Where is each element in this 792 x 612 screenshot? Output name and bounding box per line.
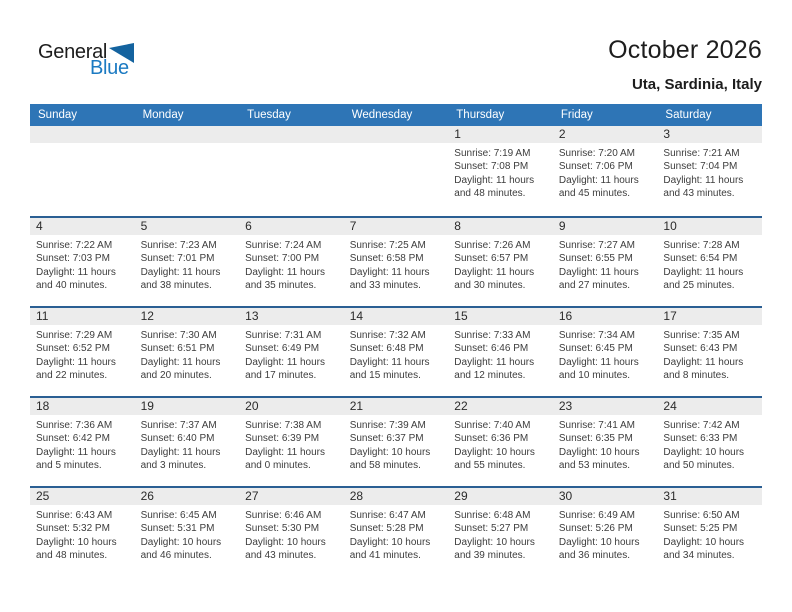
day-cell	[239, 218, 344, 306]
day-cell	[553, 308, 658, 396]
daylight-text: Daylight: 11 hours	[349, 356, 430, 368]
sunrise-text: Sunrise: 7:31 AM	[245, 330, 322, 341]
day-header-monday: Monday	[142, 109, 184, 121]
daylight-text: Daylight: 10 hours	[454, 536, 535, 548]
day-number: 12	[140, 309, 154, 323]
day-details	[448, 505, 553, 563]
sunset-text: Sunset: 7:04 PM	[663, 161, 738, 173]
daylight-text: Daylight: 10 hours	[454, 446, 535, 458]
sunrise-text: Sunrise: 7:24 AM	[245, 240, 322, 251]
day-number-band	[239, 218, 344, 235]
day-cell	[448, 126, 553, 216]
sunset-text: Sunset: 5:28 PM	[349, 523, 424, 535]
sunrise-text: Sunrise: 7:39 AM	[349, 420, 426, 431]
sunset-text: Sunset: 6:49 PM	[245, 343, 320, 355]
daylight-text: Daylight: 11 hours	[663, 266, 744, 278]
sunset-text: Sunset: 6:51 PM	[140, 343, 215, 355]
day-cell	[448, 308, 553, 396]
daylight-text: Daylight: 10 hours	[36, 536, 117, 548]
page-header	[608, 36, 762, 93]
day-number: 4	[36, 219, 43, 233]
day-number-band	[448, 398, 553, 415]
sunrise-text: Sunrise: 7:30 AM	[140, 330, 217, 341]
sunset-text: Sunset: 6:57 PM	[454, 253, 529, 265]
daylight-text: Daylight: 11 hours	[140, 446, 221, 458]
sunrise-text: Sunrise: 6:45 AM	[140, 510, 217, 521]
day-cell	[135, 218, 240, 306]
daylight-text: Daylight: 11 hours	[36, 266, 116, 278]
daylight-text: Daylight: 10 hours	[558, 536, 640, 548]
day-header-thursday: Thursday	[456, 109, 505, 121]
day-cell	[344, 398, 449, 486]
daylight-text: and 43 minutes.	[245, 550, 317, 562]
empty-cell	[239, 126, 344, 216]
day-number: 10	[663, 219, 677, 233]
daylight-text: and 48 minutes.	[454, 188, 526, 200]
daylight-text: Daylight: 11 hours	[245, 356, 325, 368]
day-number-band	[553, 126, 658, 143]
day-cell	[135, 488, 240, 576]
sunrise-text: Sunrise: 7:34 AM	[558, 330, 635, 341]
day-number-band	[30, 398, 135, 415]
day-number: 14	[349, 309, 364, 323]
day-number-band	[553, 218, 658, 235]
day-number: 3	[663, 127, 671, 141]
day-number: 16	[558, 309, 573, 323]
day-number-band	[135, 218, 240, 235]
day-cell	[239, 308, 344, 396]
daylight-text: Daylight: 11 hours	[140, 266, 221, 278]
empty-cell	[30, 126, 135, 216]
sunset-text: Sunset: 5:30 PM	[245, 523, 320, 535]
day-details	[239, 505, 344, 563]
day-number-band	[448, 126, 553, 143]
daylight-text: and 45 minutes.	[558, 188, 631, 200]
day-header-sunday: Sunday	[38, 109, 78, 121]
sunset-text: Sunset: 5:32 PM	[36, 523, 110, 535]
calendar	[30, 104, 762, 576]
day-cell	[553, 126, 658, 216]
day-number-band	[657, 308, 762, 325]
sunset-text: Sunset: 7:08 PM	[454, 161, 529, 173]
day-number-band	[239, 126, 344, 143]
day-number-band	[135, 308, 240, 325]
daylight-text: and 35 minutes.	[245, 280, 317, 292]
day-number: 13	[245, 309, 259, 323]
day-number: 6	[245, 219, 252, 233]
daylight-text: and 40 minutes.	[36, 280, 108, 292]
week-row	[30, 216, 762, 306]
day-number-band	[448, 218, 553, 235]
day-details	[239, 235, 344, 293]
day-number: 30	[558, 489, 573, 503]
sunset-text: Sunset: 6:48 PM	[349, 343, 424, 355]
daylight-text: Daylight: 11 hours	[245, 446, 325, 458]
day-cell	[448, 398, 553, 486]
day-number-band	[448, 308, 553, 325]
day-details	[553, 505, 658, 563]
sunrise-text: Sunrise: 6:48 AM	[454, 510, 531, 521]
daylight-text: Daylight: 11 hours	[349, 266, 430, 278]
sunset-text: Sunset: 6:39 PM	[245, 433, 320, 445]
day-number-band	[30, 126, 135, 143]
day-details	[448, 143, 553, 201]
day-cell	[344, 488, 449, 576]
daylight-text: Daylight: 11 hours	[454, 266, 535, 278]
day-details	[657, 143, 762, 201]
daylight-text: and 43 minutes.	[663, 188, 735, 200]
daylight-text: and 10 minutes.	[558, 370, 631, 382]
day-number-band	[344, 218, 449, 235]
sunset-text: Sunset: 6:54 PM	[663, 253, 738, 265]
day-cell	[657, 126, 762, 216]
sunrise-text: Sunrise: 7:26 AM	[454, 240, 531, 251]
day-cell	[553, 488, 658, 576]
daylight-text: Daylight: 11 hours	[663, 174, 744, 186]
calendar-weeks	[30, 126, 762, 576]
daylight-text: Daylight: 11 hours	[558, 174, 639, 186]
day-cell	[553, 218, 658, 306]
daylight-text: and 12 minutes.	[454, 370, 526, 382]
daylight-text: and 34 minutes.	[663, 550, 735, 562]
sunset-text: Sunset: 7:06 PM	[558, 161, 633, 173]
day-number: 25	[36, 489, 50, 503]
day-cell	[239, 488, 344, 576]
daylight-text: and 17 minutes.	[245, 370, 317, 382]
daylight-text: and 8 minutes.	[663, 370, 730, 382]
daylight-text: and 36 minutes.	[558, 550, 631, 562]
day-number: 5	[140, 219, 148, 233]
sunrise-text: Sunrise: 7:42 AM	[663, 420, 740, 431]
daylight-text: and 3 minutes.	[140, 460, 207, 472]
daylight-text: Daylight: 10 hours	[663, 536, 745, 548]
daylight-text: Daylight: 11 hours	[36, 446, 116, 458]
daylight-text: and 50 minutes.	[663, 460, 735, 472]
day-details	[448, 325, 553, 383]
day-cell	[239, 398, 344, 486]
day-cell	[448, 488, 553, 576]
day-number: 26	[140, 489, 154, 503]
daylight-text: and 20 minutes.	[140, 370, 212, 382]
sunrise-text: Sunrise: 7:41 AM	[558, 420, 635, 431]
day-cell	[30, 398, 135, 486]
day-details	[657, 415, 762, 473]
daylight-text: Daylight: 11 hours	[454, 356, 535, 368]
sunset-text: Sunset: 7:01 PM	[140, 253, 215, 265]
daylight-text: Daylight: 10 hours	[140, 536, 222, 548]
day-cell	[448, 218, 553, 306]
day-details	[344, 325, 449, 383]
day-details	[239, 415, 344, 473]
day-details	[135, 325, 240, 383]
day-details	[344, 505, 449, 563]
sunrise-text: Sunrise: 7:36 AM	[36, 420, 113, 431]
week-row	[30, 486, 762, 576]
day-header-saturday: Saturday	[665, 109, 712, 121]
sunrise-text: Sunrise: 7:40 AM	[454, 420, 531, 431]
day-cell	[30, 308, 135, 396]
empty-cell	[344, 126, 449, 216]
day-details	[553, 143, 658, 201]
sunrise-text: Sunrise: 7:19 AM	[454, 148, 531, 159]
day-cell	[657, 398, 762, 486]
day-header-tuesday: Tuesday	[247, 109, 291, 121]
day-details	[135, 235, 240, 293]
day-details	[344, 415, 449, 473]
day-number: 8	[454, 219, 461, 233]
day-number: 15	[454, 309, 468, 323]
daylight-text: Daylight: 10 hours	[349, 536, 431, 548]
day-cell	[135, 308, 240, 396]
day-number: 21	[349, 399, 364, 413]
sunset-text: Sunset: 7:00 PM	[245, 253, 320, 265]
sunrise-text: Sunrise: 7:38 AM	[245, 420, 322, 431]
day-number-band	[657, 218, 762, 235]
day-number: 27	[245, 489, 259, 503]
day-number-band	[344, 398, 449, 415]
day-number: 1	[454, 127, 461, 141]
page-title: October 2026	[608, 36, 762, 64]
logo-text-general: General	[38, 41, 108, 63]
day-number-band	[553, 308, 658, 325]
day-number-band	[344, 126, 449, 143]
daylight-text: Daylight: 11 hours	[454, 174, 535, 186]
day-cell	[657, 218, 762, 306]
daylight-text: and 33 minutes.	[349, 280, 421, 292]
day-number-band	[135, 126, 240, 143]
day-details	[30, 415, 135, 473]
day-cell	[135, 398, 240, 486]
sunset-text: Sunset: 7:03 PM	[36, 253, 110, 265]
daylight-text: Daylight: 11 hours	[140, 356, 221, 368]
daylight-text: and 25 minutes.	[663, 280, 735, 292]
sunset-text: Sunset: 6:35 PM	[558, 433, 633, 445]
sunrise-text: Sunrise: 6:43 AM	[36, 510, 113, 521]
day-details	[657, 325, 762, 383]
day-number-band	[344, 308, 449, 325]
sunrise-text: Sunrise: 7:20 AM	[558, 148, 635, 159]
sunrise-text: Sunrise: 6:50 AM	[663, 510, 740, 521]
page-subtitle: Uta, Sardinia, Italy	[631, 76, 762, 93]
day-number: 31	[663, 489, 677, 503]
day-cell	[344, 308, 449, 396]
sunset-text: Sunset: 6:36 PM	[454, 433, 529, 445]
day-details	[553, 235, 658, 293]
day-number-band	[135, 398, 240, 415]
day-number-band	[657, 398, 762, 415]
daylight-text: and 22 minutes.	[36, 370, 108, 382]
day-header-row	[30, 104, 762, 126]
day-cell	[657, 488, 762, 576]
sunrise-text: Sunrise: 7:25 AM	[349, 240, 426, 251]
daylight-text: Daylight: 11 hours	[663, 356, 744, 368]
daylight-text: Daylight: 11 hours	[558, 266, 639, 278]
day-number-band	[553, 398, 658, 415]
sunset-text: Sunset: 6:40 PM	[140, 433, 215, 445]
day-cell	[344, 218, 449, 306]
sunset-text: Sunset: 6:37 PM	[349, 433, 424, 445]
sunrise-text: Sunrise: 7:27 AM	[558, 240, 635, 251]
day-details	[135, 415, 240, 473]
daylight-text: and 46 minutes.	[140, 550, 212, 562]
day-number-band	[239, 488, 344, 505]
sunset-text: Sunset: 6:55 PM	[558, 253, 633, 265]
day-details	[657, 235, 762, 293]
day-number: 9	[558, 219, 566, 233]
day-number: 29	[454, 489, 468, 503]
sunrise-text: Sunrise: 7:21 AM	[663, 148, 740, 159]
day-details	[657, 505, 762, 563]
sunset-text: Sunset: 6:58 PM	[349, 253, 424, 265]
day-number: 24	[663, 399, 677, 413]
day-details	[448, 235, 553, 293]
day-cell	[657, 308, 762, 396]
daylight-text: Daylight: 10 hours	[245, 536, 326, 548]
day-number-band	[657, 126, 762, 143]
sunset-text: Sunset: 6:42 PM	[36, 433, 110, 445]
sunset-text: Sunset: 5:25 PM	[663, 523, 738, 535]
sunset-text: Sunset: 5:31 PM	[140, 523, 215, 535]
sunrise-text: Sunrise: 7:22 AM	[36, 240, 113, 251]
day-number: 17	[663, 309, 677, 323]
sunrise-text: Sunrise: 7:37 AM	[140, 420, 217, 431]
day-number-band	[553, 488, 658, 505]
sunset-text: Sunset: 6:45 PM	[558, 343, 633, 355]
sunset-text: Sunset: 6:52 PM	[36, 343, 110, 355]
day-number: 19	[140, 399, 154, 413]
day-number-band	[448, 488, 553, 505]
sunset-text: Sunset: 5:27 PM	[454, 523, 529, 535]
day-number: 22	[454, 399, 468, 413]
day-cell	[553, 398, 658, 486]
day-details	[30, 235, 135, 293]
day-header-wednesday: Wednesday	[351, 109, 413, 121]
daylight-text: Daylight: 10 hours	[558, 446, 640, 458]
sunrise-text: Sunrise: 7:28 AM	[663, 240, 740, 251]
day-details	[239, 325, 344, 383]
sunrise-text: Sunrise: 6:46 AM	[245, 510, 322, 521]
sunset-text: Sunset: 6:43 PM	[663, 343, 738, 355]
sunset-text: Sunset: 5:26 PM	[558, 523, 633, 535]
day-details	[553, 415, 658, 473]
sunrise-text: Sunrise: 6:49 AM	[558, 510, 635, 521]
sunset-text: Sunset: 6:46 PM	[454, 343, 529, 355]
daylight-text: and 41 minutes.	[349, 550, 421, 562]
sunrise-text: Sunrise: 7:23 AM	[140, 240, 217, 251]
daylight-text: and 48 minutes.	[36, 550, 108, 562]
daylight-text: Daylight: 11 hours	[245, 266, 325, 278]
day-number: 11	[36, 309, 49, 323]
daylight-text: and 0 minutes.	[245, 460, 311, 472]
day-number: 18	[36, 399, 50, 413]
sunrise-text: Sunrise: 7:32 AM	[349, 330, 426, 341]
day-number-band	[344, 488, 449, 505]
day-number-band	[30, 308, 135, 325]
day-number-band	[30, 488, 135, 505]
logo-text-blue: Blue	[90, 57, 129, 79]
daylight-text: and 30 minutes.	[454, 280, 526, 292]
daylight-text: and 53 minutes.	[558, 460, 631, 472]
day-details	[30, 325, 135, 383]
daylight-text: and 58 minutes.	[349, 460, 421, 472]
general-blue-logo	[38, 42, 134, 77]
day-number-band	[135, 488, 240, 505]
sunrise-text: Sunrise: 7:35 AM	[663, 330, 740, 341]
week-row	[30, 396, 762, 486]
daylight-text: Daylight: 11 hours	[36, 356, 116, 368]
day-details	[448, 415, 553, 473]
daylight-text: Daylight: 11 hours	[558, 356, 639, 368]
week-row	[30, 306, 762, 396]
day-cell	[30, 218, 135, 306]
daylight-text: and 27 minutes.	[558, 280, 631, 292]
empty-cell	[135, 126, 240, 216]
daylight-text: and 38 minutes.	[140, 280, 212, 292]
day-number: 7	[349, 219, 357, 233]
daylight-text: and 15 minutes.	[349, 370, 421, 382]
daylight-text: Daylight: 10 hours	[663, 446, 745, 458]
day-details	[553, 325, 658, 383]
week-row	[30, 126, 762, 216]
sunset-text: Sunset: 6:33 PM	[663, 433, 738, 445]
day-number: 23	[558, 399, 573, 413]
daylight-text: and 55 minutes.	[454, 460, 526, 472]
day-number-band	[657, 488, 762, 505]
daylight-text: Daylight: 10 hours	[349, 446, 431, 458]
sunrise-text: Sunrise: 6:47 AM	[349, 510, 426, 521]
daylight-text: and 39 minutes.	[454, 550, 526, 562]
sunrise-text: Sunrise: 7:33 AM	[454, 330, 531, 341]
day-cell	[30, 488, 135, 576]
day-number-band	[30, 218, 135, 235]
day-number-band	[239, 308, 344, 325]
day-details	[30, 505, 135, 563]
day-header-friday: Friday	[560, 109, 593, 121]
daylight-text: and 5 minutes.	[36, 460, 102, 472]
sunrise-text: Sunrise: 7:29 AM	[36, 330, 113, 341]
day-number-band	[239, 398, 344, 415]
day-number: 28	[349, 489, 364, 503]
day-details	[135, 505, 240, 563]
day-number: 2	[558, 127, 566, 141]
day-details	[344, 235, 449, 293]
day-number: 20	[245, 399, 259, 413]
